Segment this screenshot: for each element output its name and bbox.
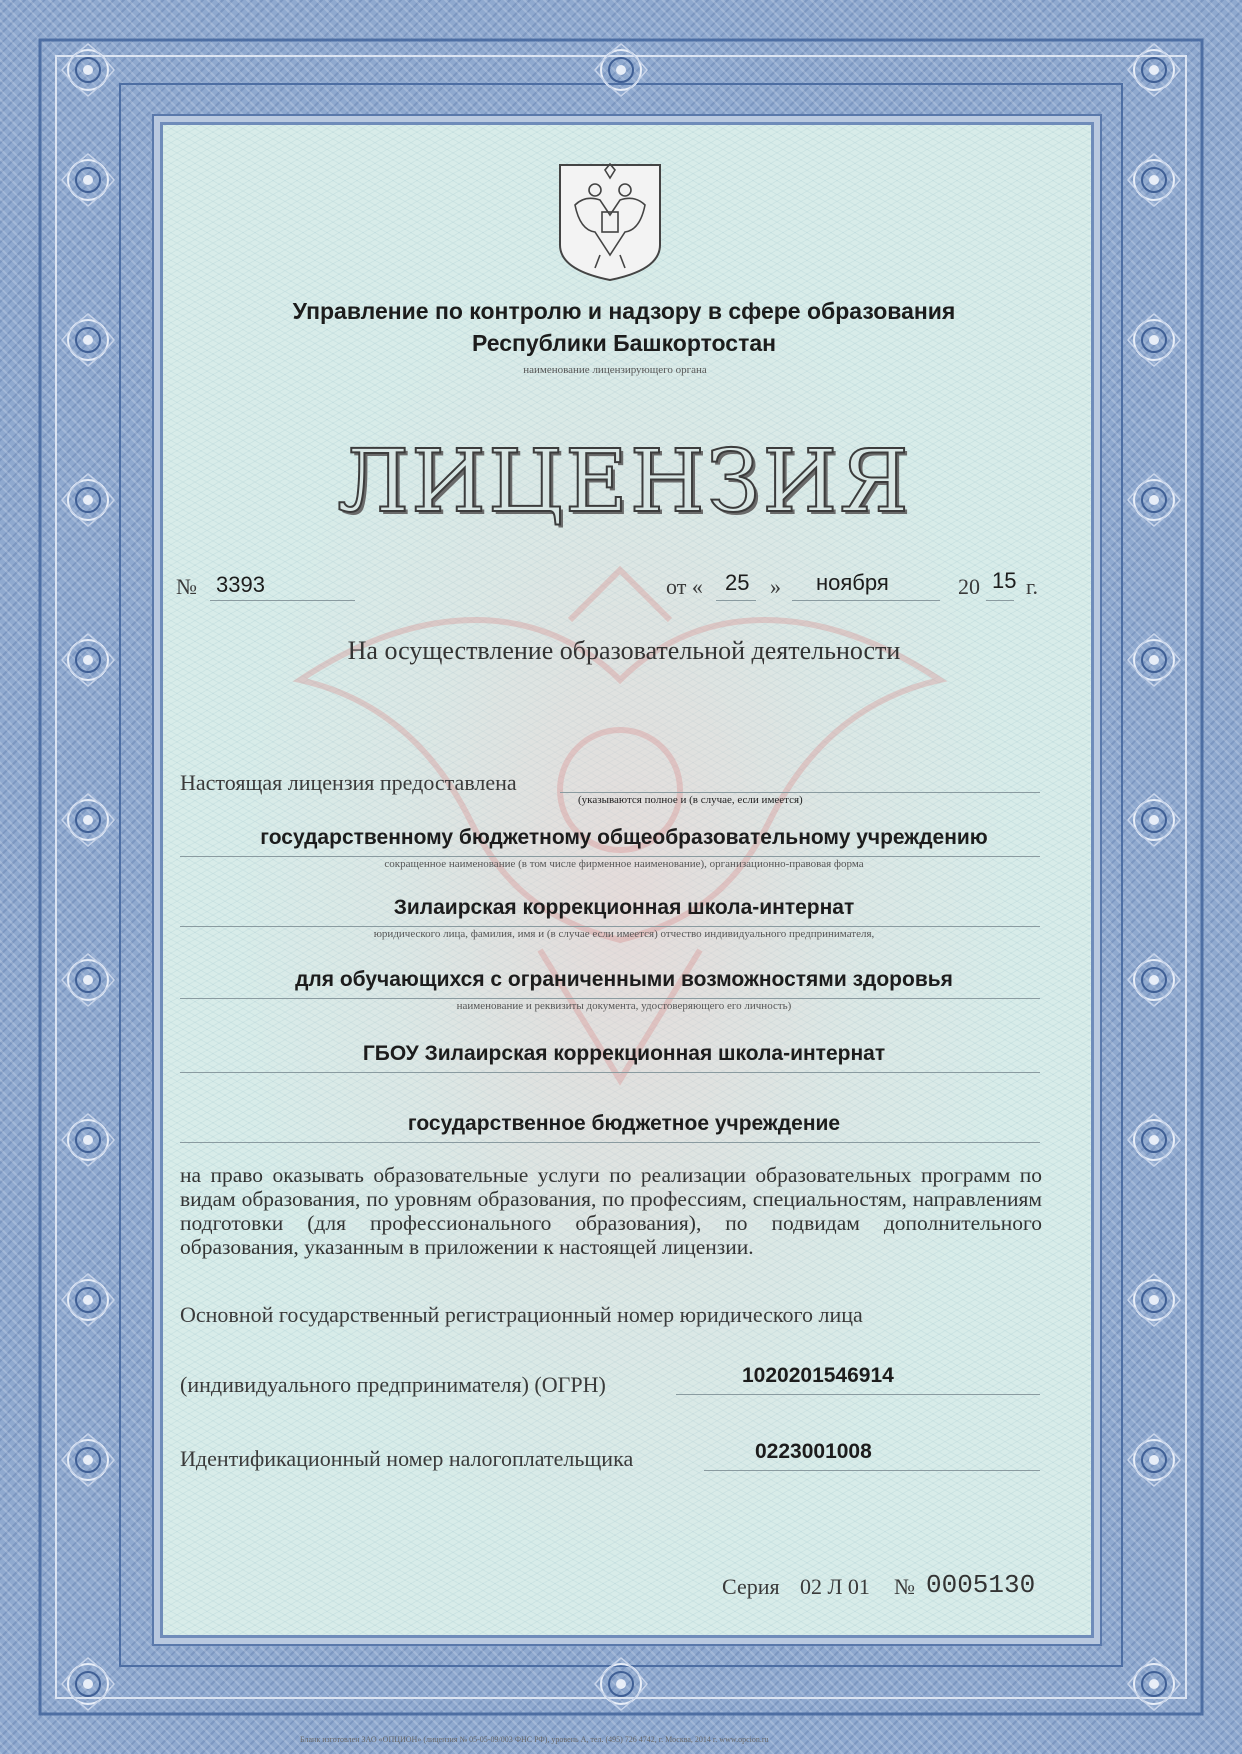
license-number-prefix: № — [176, 574, 197, 599]
series-number-prefix: № — [894, 1574, 915, 1599]
inn-underline — [704, 1470, 1040, 1471]
grantee-legal-form: государственное бюджетное учреждение — [407, 1112, 841, 1135]
authority-caption: наименование лицензирующего органа — [523, 364, 707, 376]
authority-name-line2: Республики Башкортостан — [471, 330, 777, 356]
right-border-rosettes — [1128, 154, 1180, 1486]
grantee-caption-4: наименование и реквизиты документа, удостоверяющего его личность) — [456, 1000, 792, 1012]
year-prefix: 20 — [958, 574, 980, 599]
full-name-underline — [180, 856, 1040, 857]
ogrn-value: 1020201546914 — [742, 1364, 894, 1387]
grantee-caption-1: (указываются полное и (в случае, если имеется) — [578, 794, 803, 806]
license-number: 3393 — [216, 572, 265, 597]
grantee-caption-3: юридического лица, фамилия, имя и (в случае если имеется) отчество индивидуального предпринимателя, — [373, 928, 875, 940]
activity-title: На осуществление образовательной деятельности — [347, 636, 901, 665]
document-title: ЛИЦЕНЗИЯ — [337, 432, 911, 532]
date-close-quote: » — [770, 574, 781, 599]
year-underline — [986, 600, 1014, 601]
license-number-underline — [210, 600, 355, 601]
grantee-name-line2: Зилаирская коррекционная школа-интернат — [393, 896, 855, 919]
grantee-intro: Настоящая лицензия предоставлена — [180, 770, 517, 795]
ogrn-label-2: (индивидуального предпринимателя) (ОГРН) — [180, 1372, 606, 1397]
grantee-caption-2: сокращенное наименование (в том числе фирменное наименование), организационно-правовая форма — [384, 858, 864, 870]
name-line3-underline — [180, 998, 1040, 999]
short-name-underline — [180, 1072, 1040, 1073]
name-line2-underline — [180, 926, 1040, 927]
date-from-label: от « — [666, 574, 703, 599]
license-year: 15 — [992, 568, 1017, 593]
coat-of-arms-icon — [555, 160, 665, 285]
grantee-short-name: ГБОУ Зилаирская коррекционная школа-интернат — [362, 1042, 886, 1065]
ogrn-label-1: Основной государственный регистрационный номер юридического лица — [180, 1302, 863, 1327]
legal-form-underline — [180, 1142, 1040, 1143]
day-underline — [716, 600, 756, 601]
inn-value: 0223001008 — [755, 1440, 872, 1463]
printer-note: Бланк изготовлен ЗАО «ОПЦИОН» (лицензия № 05-05-09/003 ФНС РФ), уровень А, тел. (495) 726 4742, г. Москва, 2014 г. www.opcion.ru — [300, 1735, 769, 1744]
grantee-full-name: государственному бюджетному общеобразовательному учреждению — [260, 826, 988, 849]
grantee-intro-underline — [560, 792, 1040, 793]
series-label: Серия — [722, 1574, 780, 1599]
month-underline — [792, 600, 940, 601]
license-day: 25 — [725, 570, 750, 595]
year-unit: г. — [1026, 574, 1039, 599]
rights-paragraph: на право оказывать образовательные услуги по реализации образовательных программ по видам образования, по уровням образования, по профессиям, специальностям, направлениям подготовки (для профессионального образования), по подвидам дополнительного образования, указанным в приложении к настоящей лицензии. — [180, 1163, 1042, 1259]
license-month: ноября — [816, 570, 889, 595]
grantee-name-line3: для обучающихся с ограниченными возможностями здоровья — [295, 968, 953, 991]
series-number: 0005130 — [926, 1570, 1036, 1600]
left-border-rosettes — [62, 154, 114, 1486]
series-value: 02 Л 01 — [800, 1574, 870, 1599]
authority-name-line1: Управление по контролю и надзору в сфере образования — [292, 298, 956, 324]
inn-label: Идентификационный номер налогоплательщика — [180, 1446, 634, 1471]
ogrn-underline — [676, 1394, 1040, 1395]
